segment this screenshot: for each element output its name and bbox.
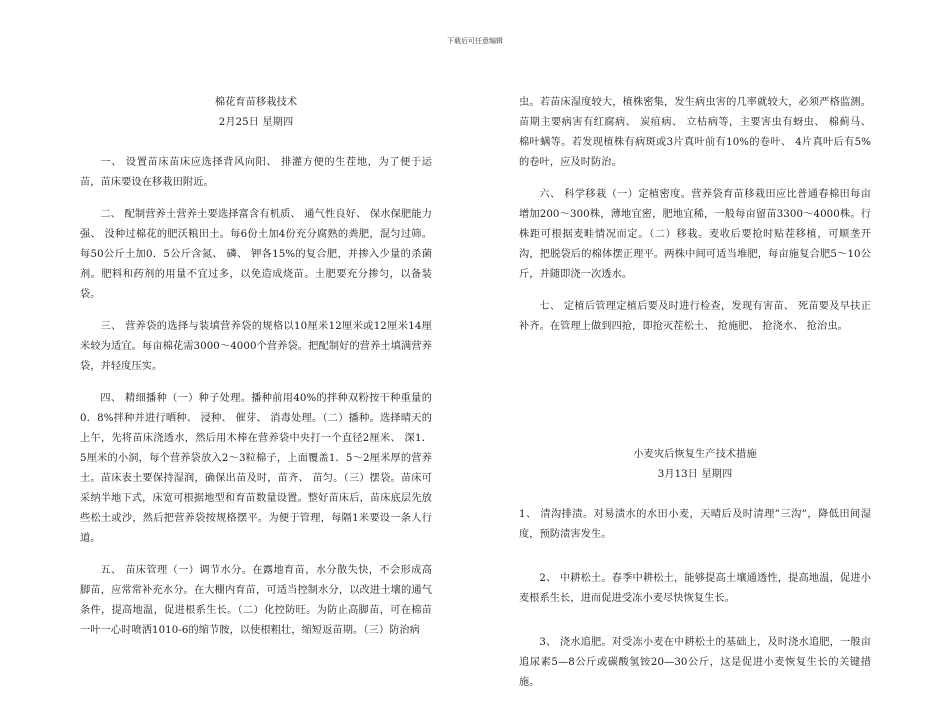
paragraph-3: 三、 营养袋的选择与装填营养袋的规格以10厘米12厘米或12厘米14厘米较为适宜。每亩棉花需3000～4000个营养袋。把配制好的营养土填满营养袋，并轻度压实。 [80, 321, 432, 372]
article-date-2: 3月13日 星期四 [657, 469, 733, 480]
right-column [519, 93, 871, 705]
article-date: 2月25日 星期四 [218, 117, 294, 128]
measure-1: 1、 清沟排渍。对易渍水的水田小麦，天晴后及时清理”三沟”，降低田间湿度，预防渍害发生。 [519, 509, 871, 540]
measure-2: 2、 中耕松土。春季中耕松土，能够提高土壤通透性，提高地温，促进小麦根系生长，进而促进受冻小麦尽快恢复生长。 [519, 573, 871, 604]
measure-3: 3、 浇水追肥。对受冻小麦在中耕松土的基础上，及时浇水追肥，一般亩追尿素5—8公斤或碳酸氢铵20—30公斤，这是促进小麦恢复生长的关键措施。 [519, 637, 871, 688]
paragraph-2: 二、 配制营养土营养土要选择富含有机质、 通气性良好、 保水保肥能力强、 没种过棉花的肥沃粮田土。每6份土加4份充分腐熟的粪肥，混匀过筛。每50公斤土加0．5公斤含氮、 磷、 钾各15%的复合肥，并掺入少量的杀菌剂。肥料和药剂的用量不宜过多，以免造成烧苗。土肥要充分掺匀，以备装袋。 [80, 209, 432, 300]
measure-gap [519, 557, 871, 569]
left-column [80, 93, 432, 653]
section-gap [519, 349, 871, 445]
page-header-note: 下载后可任意编辑 [447, 37, 503, 45]
paragraph-5: 五、 苗床管理（一）调节水分。在露地育苗，水分散失快，不会形成高脚苗，应常常补充水分。在大棚内育苗，可适当控制水分，以改进土壤的通气条件，提高地温，促进根系生长。（二）化控防旺。为防止高脚苗，可在棉苗一叶一心时喷洒1010-6的缩节胺，以使根粗壮，缩短返苗期。（三）防治病 [80, 565, 432, 636]
paragraph-6: 六、 科学移栽（一）定植密度。营养袋育苗移栽田应比普通春棉田每亩增加200～300株，薄地宜密，肥地宜稀，一般每亩留苗3300～4000株。行株距可根据麦畦情况而定。（二）移栽。麦收后要抢时贴茬移植，可顺垄开沟，把脱袋后的棉体摆正理平。两株中间可适当堆肥，每亩施复合肥5～10公斤，并随即浇一次透水。 [519, 189, 871, 280]
measure-gap [519, 621, 871, 633]
article-title-2: 小麦灾后恢复生产技术措施 [633, 449, 757, 460]
article-title: 棉花育苗移栽技术 [214, 97, 298, 108]
paragraph-1: 一、 设置苗床苗床应选择背风向阳、 排灌方便的生茬地，为了便于运苗，苗床要设在移栽田附近。 [80, 157, 432, 188]
paragraph-4: 四、 精细播种（一）种子处理。播种前用40%的拌种双粉按干种重量的0．8%拌种并进行晒种、 浸种、 催芽、 消毒处理。（二）播种。选择晴天的上午，先将苗床浇透水，然后用木棒在营养袋中央打一个直径2厘米、 深1．5厘米的小洞，每个营养袋放入2～3粒棉子，上面覆盖1．5～2厘米厚的营养土。苗床表土要保持湿润，确保出苗及时，苗齐、 苗匀。（三）摆袋。苗床可采纳半地下式，床宽可根据地型和育苗数量设置。整好苗床后，苗床底层先放些松土或沙，然后把营养袋按规格摆平。为便于管理，每隔1米要设一条人行道。 [80, 393, 432, 544]
paragraph-5-continued: 虫。若苗床湿度较大，植株密集，发生病虫害的几率就较大，必须严格监测。苗期主要病害有红腐病、 炭疽病、 立枯病等，主要害虫有蚜虫、 棉蓟马、 棉叶螨等。若发现植株有病斑或3片真叶前有10%的卷叶、 4片真叶后有5%的卷叶，应及时防治。 [519, 97, 871, 168]
paragraph-7: 七、 定植后管理定植后要及时进行检查，发现有害苗、 死苗要及早扶正补齐。在管理上做到四抢，即抢灭茬松土、 抢施肥、 抢浇水、 抢治虫。 [519, 301, 871, 332]
